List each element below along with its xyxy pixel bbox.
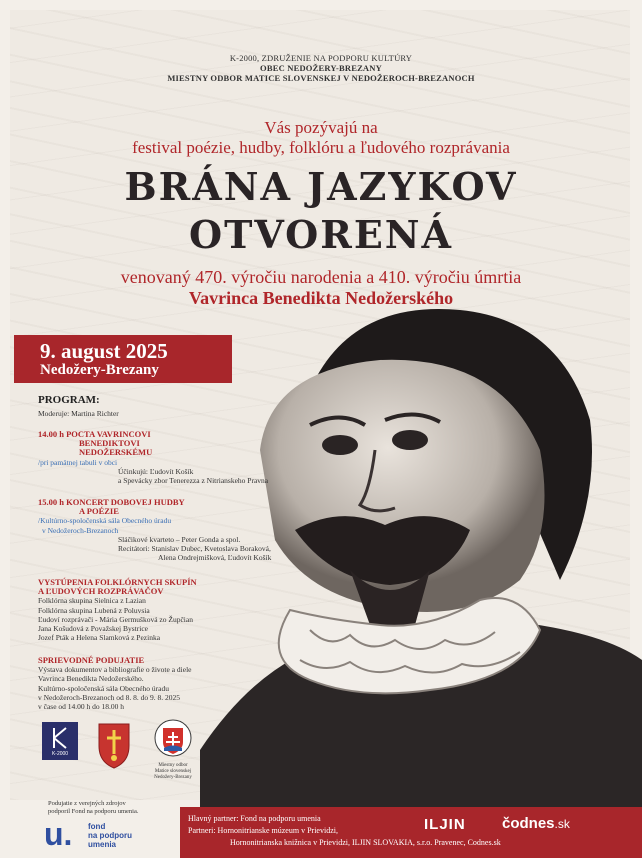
matica-label-3: Nedožery-Brezany [154,775,192,780]
invite-line-2: festival poézie, hudby, folklóru a ľudového rozprávania [132,138,510,157]
program-item-1 [38,430,268,485]
fpu-text [88,822,132,849]
item1-title-3: NEDOŽERSKÉMU [79,447,153,458]
folk-item-5: Jozef Pták a Helena Slamková z Pezinka [38,633,161,643]
program-folk [38,578,197,642]
fpu-line-3: umenia [88,840,117,849]
folk-item-4: Jana Košudová z Považskej Bystrice [38,624,148,634]
folk-item-1: Folklórna skupina Sielnica z Lazian [38,596,146,606]
subtitle-line-1: venovaný 470. výročiu narodenia a 410. výročiu úmrtia [120,267,522,287]
invite-line-1: Vás pozývajú na [264,118,378,137]
fpu-logo [44,816,174,854]
codnes-name: čodnes [502,815,555,832]
codnes-tld: .sk [554,817,570,831]
folk-heading-1: VYSTÚPENIA FOLKLÓRNYCH SKUPÍN [38,577,197,587]
side-line-3: Kultúrno-spoločenská sála Obecného úradu [38,683,170,693]
k2000-label: K-2000 [51,751,69,757]
side-heading: SPRIEVODNÉ PODUJATIE [38,655,145,665]
fpu-line-2: na podporu [88,831,132,840]
fpu-line-1: fond [88,822,106,831]
main-partner: Hlavný partner: Fond na podporu umenia [188,814,321,823]
folk-item-2: Folklórna skupina Lubená z Poluvsia [38,605,150,615]
funding-note-1: Podujatie z verejných zdrojov [48,800,126,807]
matica-label-2: Matice slovenskej [154,769,192,774]
side-line-5: v čase od 14.00 h do 18.00 h [38,702,125,712]
organizer-line-2: OBEC NEDOŽERY-BREZANY [260,63,382,73]
codnes-logo [502,815,570,832]
item2-title: 15.00 h KONCERT DOBOVEJ HUDBY [38,497,185,507]
matica-logo [150,718,196,781]
program-item-2 [38,498,271,562]
k2000-logo [42,722,78,760]
folk-heading-2: A ĽUDOVÝCH ROZPRÁVAČOV [38,586,164,597]
event-date: 9. august 2025 [40,339,168,363]
funding-note-2: podporil Fond na podporu umenia. [48,808,139,815]
fpu-u-icon: u. [44,816,73,852]
matica-emblem-icon [153,718,193,758]
partners-line-1: Partneri: Hornonitrianske múzeum v Prievidzi, [188,826,338,835]
partners-banner [180,807,642,858]
side-line-1: Výstava dokumentov a bibliografie o živote a diele [38,665,192,675]
program-side-event [38,656,192,711]
program-heading: PROGRAM: [38,394,100,406]
iljin-logo: ILJIN [424,816,466,833]
moderator: Moderuje: Martina Richter [38,409,119,418]
side-line-4: v Nedožeroch-Brezanoch od 8. 8. do 9. 8. 2025 [38,692,181,702]
item1-performer-1: Účinkujú: Ľudovít Košík [118,466,194,476]
item2-title-2: A POÉZIE [79,506,119,517]
subtitle-line-2: Vavrinca Benedikta Nedožerského [188,288,454,308]
partners-line-2: Hornonitrianska knižnica v Prievidzi, ILJIN SLOVAKIA, s.r.o. Pravenec, Codnes.sk [230,838,501,847]
item2-performer-2: Recitátori: Stanislav Dubec, Kvetoslava Boraková, [118,544,271,554]
item1-title-2: BENEDIKTOVI [79,438,140,449]
side-line-2: Vavrinca Benedikta Nedožerského. [38,674,144,684]
page-title-line-2: OTVORENÁ [188,212,454,257]
event-place: Nedožery-Brezany [40,362,159,378]
page-title-line-1: BRÁNA JAZYKOV [124,164,518,209]
item2-location-1: /Kultúrno-spoločenská sála Obecného úradu [38,516,172,526]
organizer-line-3: MIESTNY ODBOR MATICE SLOVENSKEJ V NEDOŽEROCH-BREZANOCH [167,73,475,83]
coat-of-arms-icon [95,718,133,772]
matica-label-1: Miestny odbor [158,763,188,768]
folk-item-3: Ľudoví rozprávači - Mária Germušková zo Župčian [38,614,193,624]
item2-performer-3: Alena Ondrejmišková, Ľudovít Košík [158,553,272,563]
item2-performer-1: Sláčikové kvarteto – Peter Gonda a spol. [118,534,241,544]
organizer-line-1: K-2000, ZDRUŽENIE NA PODPORU KULTÚRY [229,53,413,63]
item1-title: 14.00 h POCTA VAVRINCOVI [38,429,151,439]
village-coat-of-arms [95,718,133,777]
item1-performer-2: a Spevácky zbor Tenerezza z Nitrianskeho Pravna [118,476,269,486]
date-banner [14,335,232,383]
item1-location: /pri pamätnej tabuli v obci [38,457,118,467]
item2-location-2: v Nedožeroch-Brezanoch [42,525,119,535]
